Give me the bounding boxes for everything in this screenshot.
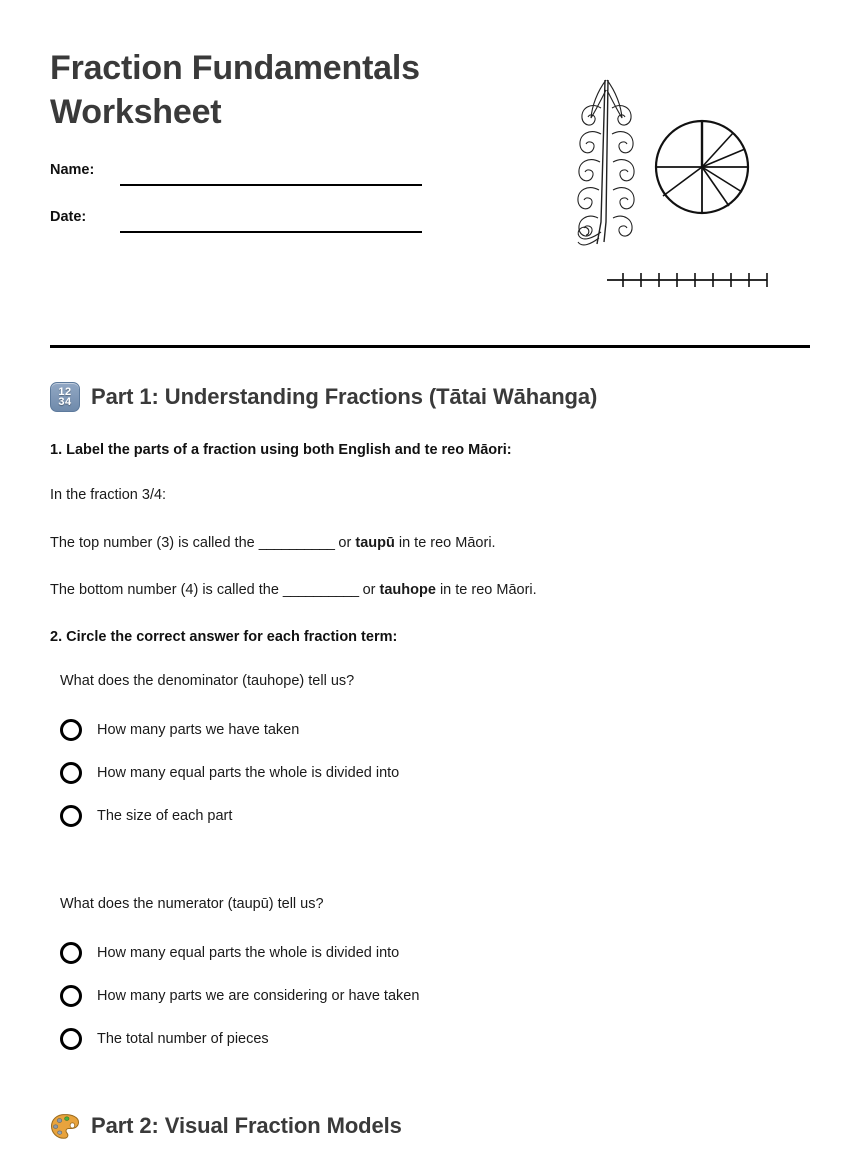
top-number-suffix: in te reo Māori.	[394, 534, 496, 551]
taupu-term: taupū	[355, 534, 395, 551]
numerator-option-3-label: The total number of pieces	[97, 1031, 269, 1048]
numerator-option-1-label: How many equal parts the whole is divided into	[97, 945, 400, 962]
top-number-prefix: The top number (3) is called the	[50, 534, 259, 551]
radio-circle-icon[interactable]	[60, 1028, 82, 1050]
part2-heading-text: Part 2: Visual Fraction Models	[91, 1113, 402, 1139]
bottom-number-suffix: in te reo Māori.	[435, 582, 537, 599]
student-fields	[50, 156, 422, 250]
name-field-label: Name:	[50, 162, 95, 179]
fraction-intro-text: In the fraction 3/4:	[50, 487, 167, 503]
denominator-option-2[interactable]	[60, 752, 810, 795]
part2-heading	[50, 1113, 810, 1141]
denominator-option-1-label: How many parts we have taken	[97, 722, 300, 739]
input-numbers-icon	[50, 382, 80, 412]
radio-circle-icon[interactable]	[60, 805, 82, 827]
bottom-number-blank[interactable]: __________	[282, 582, 359, 599]
name-field-writing-line[interactable]	[120, 184, 422, 186]
fraction-number-line	[607, 273, 767, 287]
denominator-question-block	[50, 673, 810, 838]
radio-circle-icon[interactable]	[60, 942, 82, 964]
radio-circle-icon[interactable]	[60, 985, 82, 1007]
numerator-question-prompt: What does the numerator (taupū) tell us?	[60, 895, 324, 912]
date-field-writing-line[interactable]	[120, 231, 422, 233]
maori-koru-fern-frond	[578, 80, 634, 245]
denominator-option-1[interactable]	[60, 709, 810, 752]
section-divider	[50, 345, 810, 348]
denominator-question-prompt: What does the denominator (tauhope) tell us?	[60, 672, 355, 689]
numbers-icon-bottom-digits: 34	[58, 396, 72, 408]
worksheet-content	[50, 382, 810, 1171]
bottom-number-mid: or	[358, 582, 380, 599]
numerator-fill-in-line	[50, 534, 810, 554]
radio-circle-icon[interactable]	[60, 762, 82, 784]
question-1-heading: 1. Label the parts of a fraction using both English and te reo Māori:	[50, 442, 512, 458]
numbers-icon-top-digits: 12	[58, 386, 72, 398]
artist-palette-icon	[50, 1113, 80, 1141]
top-number-blank[interactable]: __________	[258, 534, 335, 551]
numerator-option-1[interactable]	[60, 932, 810, 975]
denominator-fill-in-line	[50, 581, 810, 601]
numerator-option-3[interactable]	[60, 1018, 810, 1061]
part1-heading-text: Part 1: Understanding Fractions (Tātai Wāhanga)	[91, 383, 598, 409]
denominator-option-2-label: How many equal parts the whole is divided into	[97, 765, 400, 782]
denominator-option-3[interactable]	[60, 795, 810, 838]
fraction-circle-diagram	[656, 121, 748, 213]
bottom-number-prefix: The bottom number (4) is called the	[50, 582, 283, 599]
denominator-option-3-label: The size of each part	[97, 808, 233, 825]
part1-heading	[50, 382, 810, 412]
top-number-mid: or	[334, 534, 356, 551]
decorative-artwork	[575, 72, 800, 302]
radio-circle-icon[interactable]	[60, 719, 82, 741]
name-field-row	[50, 156, 422, 203]
numerator-question-block	[50, 896, 810, 1061]
question-2-heading: 2. Circle the correct answer for each fraction term:	[50, 628, 398, 645]
numerator-option-2[interactable]	[60, 975, 810, 1018]
date-field-label: Date:	[50, 209, 87, 226]
numerator-option-2-label: How many parts we are considering or have taken	[97, 988, 420, 1005]
tauhope-term: tauhope	[379, 582, 436, 599]
page-title: Fraction Fundamentals Worksheet	[50, 49, 420, 132]
date-field-row	[50, 203, 422, 250]
